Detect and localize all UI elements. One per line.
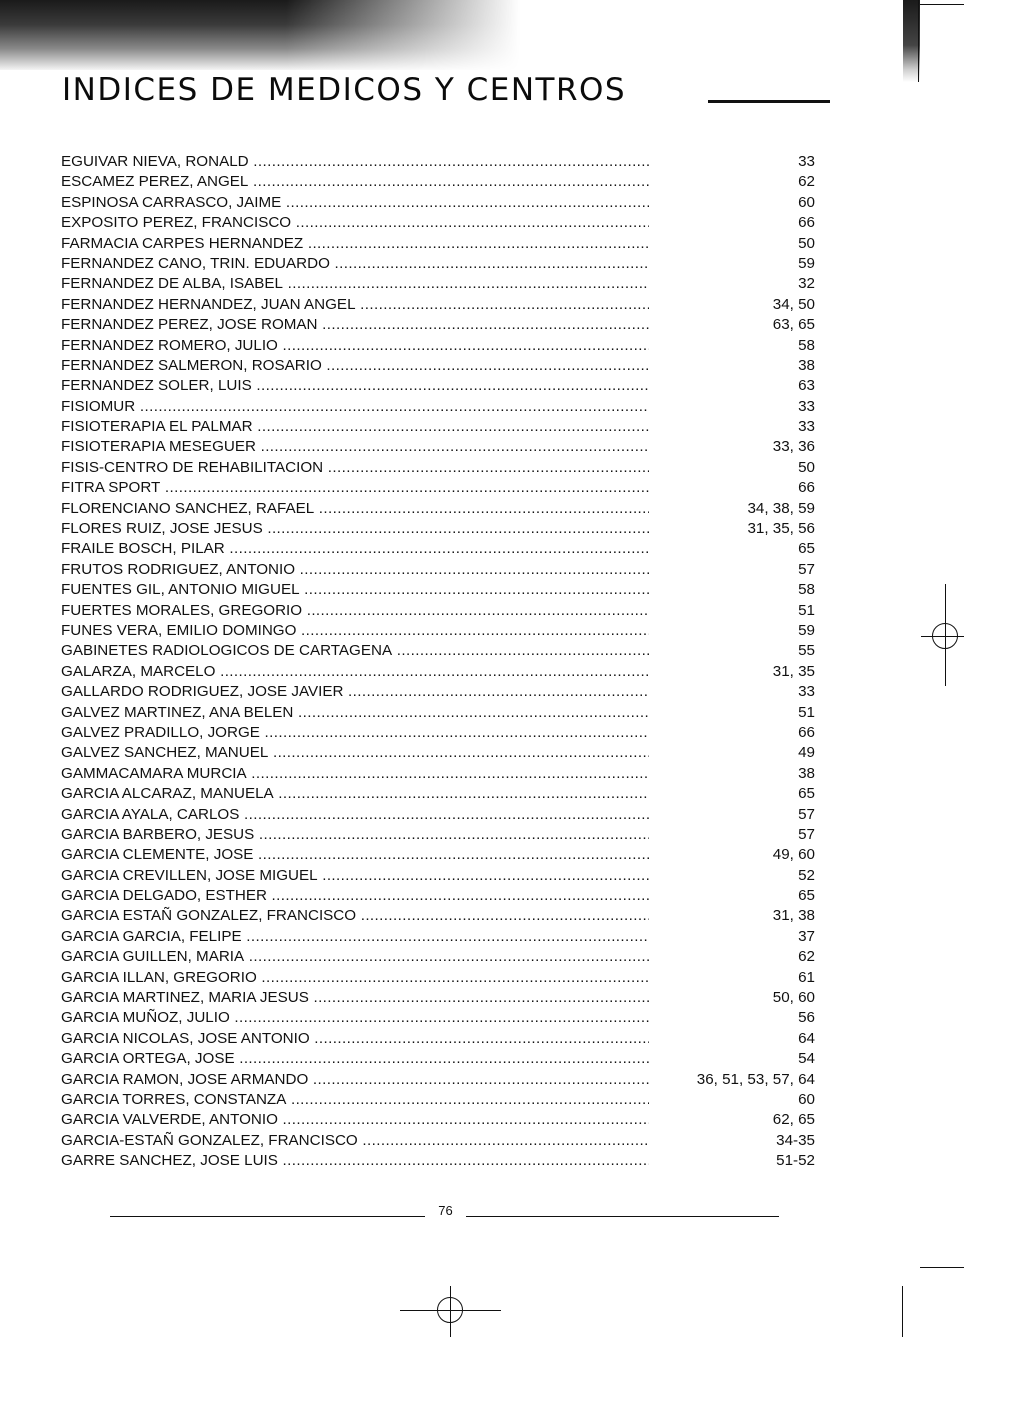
entry-pages: 51-52: [776, 1152, 815, 1170]
entry-pages: 57: [798, 805, 815, 823]
crop-mark-bottom-right-horizontal: [920, 1267, 964, 1268]
entry-pages: 55: [798, 642, 815, 660]
entry-name: GARRE SANCHEZ, JOSE LUIS .....: [61, 1151, 649, 1171]
entry-pages: 38: [798, 356, 815, 374]
entry-name: FLORENCIANO SANCHEZ, RAFAEL .....: [61, 499, 649, 519]
entry-pages: 33: [798, 397, 815, 415]
entry-pages: 59: [798, 621, 815, 639]
index-list: [61, 152, 821, 1172]
entry-name: FLORES RUIZ, JOSE JESUS .....: [61, 519, 649, 539]
footer-rule-left: [110, 1216, 425, 1217]
entry-name: FUENTES GIL, ANTONIO MIGUEL .....: [61, 580, 649, 600]
index-entry: [61, 478, 821, 498]
index-entry: [61, 458, 821, 478]
index-entry: [61, 336, 821, 356]
entry-pages: 32: [798, 275, 815, 293]
entry-pages: 60: [798, 1090, 815, 1108]
index-entry: [61, 988, 821, 1008]
entry-pages: 50, 60: [772, 989, 815, 1007]
entry-pages: 49, 60: [772, 846, 815, 864]
entry-pages: 38: [798, 764, 815, 782]
entry-name: GARCIA GARCIA, FELIPE .....: [61, 927, 649, 947]
entry-name: GARCIA-ESTAÑ GONZALEZ, FRANCISCO .....: [61, 1131, 649, 1151]
index-entry: [61, 417, 821, 437]
entry-pages: 50: [798, 234, 815, 252]
entry-name: FUERTES MORALES, GREGORIO .....: [61, 601, 649, 621]
index-entry: [61, 234, 821, 254]
entry-name: GARCIA VALVERDE, ANTONIO .....: [61, 1110, 649, 1130]
index-entry: [61, 539, 821, 559]
index-entry: [61, 784, 821, 804]
entry-pages: 58: [798, 581, 815, 599]
entry-name: GALLARDO RODRIGUEZ, JOSE JAVIER .....: [61, 682, 649, 702]
entry-pages: 66: [798, 723, 815, 741]
index-entry: [61, 927, 821, 947]
entry-name: GARCIA MARTINEZ, MARIA JESUS .....: [61, 988, 649, 1008]
index-entry: [61, 947, 821, 967]
entry-name: FISIOMUR .....: [61, 397, 649, 417]
entry-name: GARCIA CLEMENTE, JOSE .....: [61, 845, 649, 865]
entry-name: GARCIA ILLAN, GREGORIO .....: [61, 968, 649, 988]
entry-name: FUNES VERA, EMILIO DOMINGO .....: [61, 621, 649, 641]
entry-pages: 49: [798, 744, 815, 762]
entry-name: GARCIA DELGADO, ESTHER .....: [61, 886, 649, 906]
index-entry: [61, 1110, 821, 1130]
index-entry: [61, 682, 821, 702]
entry-name: GARCIA ESTAÑ GONZALEZ, FRANCISCO .....: [61, 906, 649, 926]
index-entry: [61, 1008, 821, 1028]
crop-mark-top-right-horizontal: [920, 4, 964, 5]
index-entry: [61, 601, 821, 621]
entry-pages: 62: [798, 948, 815, 966]
entry-name: GARCIA MUÑOZ, JULIO .....: [61, 1008, 649, 1028]
index-entry: [61, 641, 821, 661]
entry-pages: 61: [798, 968, 815, 986]
index-entry: [61, 560, 821, 580]
entry-pages: 34, 38, 59: [747, 499, 815, 517]
entry-pages: 34-35: [776, 1131, 815, 1149]
entry-pages: 31, 38: [772, 907, 815, 925]
registration-target-icon: [437, 1297, 463, 1323]
index-entry: [61, 172, 821, 192]
entry-name: ESCAMEZ PEREZ, ANGEL .....: [61, 172, 649, 192]
index-entry: [61, 437, 821, 457]
index-entry: [61, 152, 821, 172]
entry-name: GALVEZ SANCHEZ, MANUEL .....: [61, 743, 649, 763]
entry-pages: 57: [798, 560, 815, 578]
entry-name: FERNANDEZ HERNANDEZ, JUAN ANGEL .....: [61, 295, 649, 315]
entry-name: GALARZA, MARCELO .....: [61, 662, 649, 682]
entry-name: FERNANDEZ CANO, TRIN. EDUARDO .....: [61, 254, 649, 274]
entry-pages: 57: [798, 825, 815, 843]
entry-name: FERNANDEZ ROMERO, JULIO .....: [61, 336, 649, 356]
index-entry: [61, 1090, 821, 1110]
entry-pages: 58: [798, 336, 815, 354]
entry-name: FITRA SPORT .....: [61, 478, 649, 498]
index-entry: [61, 723, 821, 743]
header-gradient-band: [0, 0, 520, 70]
entry-name: FERNANDEZ PEREZ, JOSE ROMAN .....: [61, 315, 649, 335]
entry-name: GABINETES RADIOLOGICOS DE CARTAGENA .....: [61, 641, 649, 661]
entry-pages: 31, 35: [772, 662, 815, 680]
entry-pages: 60: [798, 193, 815, 211]
index-entry: [61, 274, 821, 294]
page-number: 76: [438, 1203, 453, 1218]
entry-pages: 37: [798, 927, 815, 945]
entry-pages: 36, 51, 53, 57, 64: [696, 1070, 815, 1088]
entry-pages: 63, 65: [772, 316, 815, 334]
index-entry: [61, 254, 821, 274]
title-underline: [708, 100, 830, 103]
index-entry: [61, 906, 821, 926]
index-entry: [61, 968, 821, 988]
index-entry: [61, 376, 821, 396]
entry-pages: 50: [798, 458, 815, 476]
entry-name: GARCIA TORRES, CONSTANZA .....: [61, 1090, 649, 1110]
index-entry: [61, 519, 821, 539]
index-entry: [61, 621, 821, 641]
footer-rule-right: [466, 1216, 779, 1217]
entry-pages: 65: [798, 540, 815, 558]
entry-name: EGUIVAR NIEVA, RONALD .....: [61, 152, 649, 172]
index-entry: [61, 1131, 821, 1151]
entry-name: GARCIA ORTEGA, JOSE .....: [61, 1049, 649, 1069]
entry-name: FERNANDEZ SOLER, LUIS .....: [61, 376, 649, 396]
entry-pages: 52: [798, 866, 815, 884]
entry-pages: 62: [798, 173, 815, 191]
entry-pages: 65: [798, 785, 815, 803]
entry-name: GARCIA NICOLAS, JOSE ANTONIO .....: [61, 1029, 649, 1049]
index-entry: [61, 845, 821, 865]
crop-mark-bottom-right-vertical: [902, 1286, 903, 1337]
index-entry: [61, 1029, 821, 1049]
index-entry: [61, 866, 821, 886]
entry-name: GARCIA AYALA, CARLOS .....: [61, 805, 649, 825]
entry-pages: 51: [798, 703, 815, 721]
index-entry: [61, 703, 821, 723]
entry-name: GARCIA GUILLEN, MARIA .....: [61, 947, 649, 967]
index-entry: [61, 295, 821, 315]
entry-name: FERNANDEZ DE ALBA, ISABEL .....: [61, 274, 649, 294]
index-entry: [61, 397, 821, 417]
crop-mark-top-right: [918, 0, 919, 82]
index-entry: [61, 1049, 821, 1069]
entry-name: FERNANDEZ SALMERON, ROSARIO .....: [61, 356, 649, 376]
entry-name: FRUTOS RODRIGUEZ, ANTONIO .....: [61, 560, 649, 580]
entry-name: FISIOTERAPIA EL PALMAR .....: [61, 417, 649, 437]
entry-name: GALVEZ MARTINEZ, ANA BELEN .....: [61, 703, 649, 723]
index-entry: [61, 315, 821, 335]
index-entry: [61, 886, 821, 906]
entry-name: GARCIA ALCARAZ, MANUELA .....: [61, 784, 649, 804]
index-entry: [61, 743, 821, 763]
entry-pages: 54: [798, 1050, 815, 1068]
index-entry: [61, 356, 821, 376]
index-entry: [61, 764, 821, 784]
page-title: INDICES DE MEDICOS Y CENTROS: [62, 72, 627, 108]
index-entry: [61, 1070, 821, 1090]
entry-name: FRAILE BOSCH, PILAR .....: [61, 539, 649, 559]
index-entry: [61, 213, 821, 233]
entry-name: GAMMACAMARA MURCIA .....: [61, 764, 649, 784]
entry-pages: 66: [798, 214, 815, 232]
entry-pages: 33: [798, 153, 815, 170]
entry-pages: 65: [798, 887, 815, 905]
entry-pages: 63: [798, 377, 815, 395]
entry-pages: 33: [798, 683, 815, 701]
entry-pages: 31, 35, 56: [747, 520, 815, 538]
index-entry: [61, 805, 821, 825]
index-entry: [61, 193, 821, 213]
entry-pages: 64: [798, 1029, 815, 1047]
index-entry: [61, 662, 821, 682]
registration-target-icon: [932, 623, 958, 649]
entry-name: GARCIA RAMON, JOSE ARMANDO .....: [61, 1070, 649, 1090]
entry-pages: 33, 36: [772, 438, 815, 456]
entry-name: FARMACIA CARPES HERNANDEZ .....: [61, 234, 649, 254]
entry-name: GARCIA CREVILLEN, JOSE MIGUEL .....: [61, 866, 649, 886]
entry-pages: 51: [798, 601, 815, 619]
entry-pages: 62, 65: [772, 1111, 815, 1129]
entry-name: GALVEZ PRADILLO, JORGE .....: [61, 723, 649, 743]
entry-name: GARCIA BARBERO, JESUS .....: [61, 825, 649, 845]
entry-pages: 66: [798, 479, 815, 497]
entry-name: ESPINOSA CARRASCO, JAIME .....: [61, 193, 649, 213]
entry-name: EXPOSITO PEREZ, FRANCISCO .....: [61, 213, 649, 233]
index-entry: [61, 580, 821, 600]
index-entry: [61, 499, 821, 519]
entry-name: FISIS-CENTRO DE REHABILITACION .....: [61, 458, 649, 478]
entry-pages: 56: [798, 1009, 815, 1027]
index-entry: [61, 825, 821, 845]
index-entry: [61, 1151, 821, 1171]
entry-pages: 33: [798, 418, 815, 436]
entry-name: FISIOTERAPIA MESEGUER .....: [61, 437, 649, 457]
entry-pages: 34, 50: [772, 295, 815, 313]
entry-pages: 59: [798, 254, 815, 272]
